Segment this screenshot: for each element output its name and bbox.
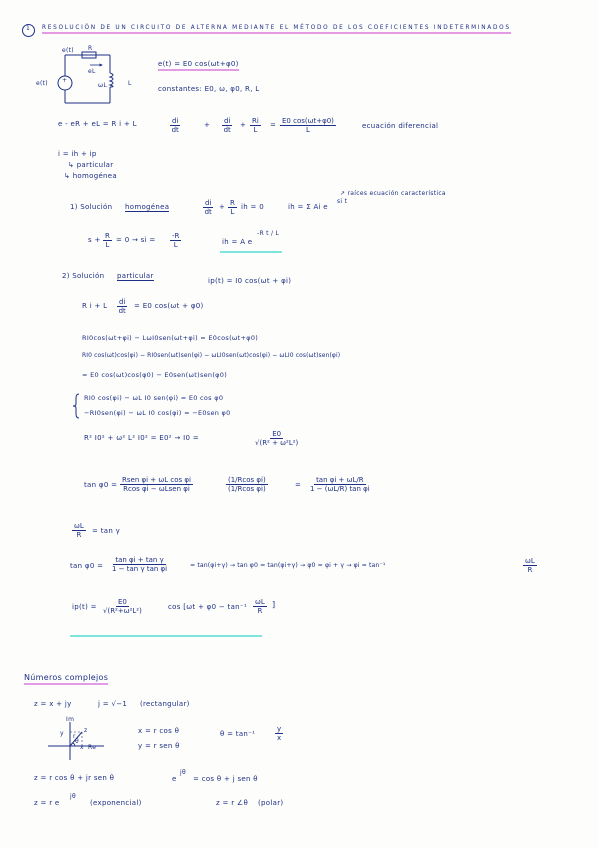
tan-result: $\frac{\text{tan φi + ωL/R}}{\text{1 − (ωL/R) tan φi}}$ bbox=[310, 476, 370, 493]
part-word: particular bbox=[117, 272, 154, 280]
homog-eq-f2: $\frac{R}{L}$ bbox=[230, 199, 235, 216]
complex-heading: Números complejos bbox=[24, 673, 108, 685]
homog-solution-exp: -R t / L bbox=[257, 230, 280, 237]
magnitude-frac: $\frac{E0}{\text{√(R² + ω²L²)}}$ bbox=[255, 430, 299, 447]
part-eq-1-rest: = E0 cos(ωt + φ0) bbox=[134, 302, 204, 310]
homog-general: ih = Σ Ai e bbox=[288, 203, 328, 211]
tan2-lead: tan φ0 = bbox=[70, 562, 104, 570]
part-eq-1: R i + L bbox=[82, 302, 108, 310]
homog-label: 1) Solución bbox=[70, 203, 113, 211]
source-definition: e(t) = E0 cos(ωt+φ0) bbox=[158, 60, 239, 71]
part-eq-3: RI0 cos(ωt)cos(φi) − RI0sen(ωt)sen(φi) − ωLI0sen(ωt)cos(φi) − ωLI0 cos(ωt)sen(φi) bbox=[82, 352, 341, 359]
diffeq-plus: + bbox=[204, 121, 211, 129]
circuit-inductor-label: L bbox=[128, 80, 132, 87]
gamma-frac: $\frac{\omega L}{R}$ bbox=[74, 522, 84, 539]
tan-equals: = bbox=[295, 481, 302, 489]
part-eq-1-frac: $\frac{di}{dt}$ bbox=[118, 298, 126, 315]
ip-final-highlight bbox=[70, 635, 262, 637]
particular-branch: ↳ particular bbox=[68, 161, 114, 169]
axis-theta: θ bbox=[75, 738, 79, 745]
euler-formula: e bbox=[172, 775, 177, 783]
tan2-chain: = tan(φi+γ) → tan φ0 = tan(φi+γ) → φ0 = φi + γ → φi = tan⁻¹ bbox=[190, 562, 386, 569]
y-relation: y = r sen θ bbox=[138, 742, 180, 750]
exponential-note: (exponencial) bbox=[90, 799, 142, 807]
complex-rect: z = x + jy bbox=[34, 700, 72, 708]
axis-x: x bbox=[80, 744, 84, 751]
diffeq-fraction-3: $\frac{E0 \cos(\omega t+\varphi 0)}{L}$ bbox=[282, 117, 334, 134]
ip-final-phase-frac: $\frac{\omega L}{R}$ bbox=[255, 598, 265, 615]
char-eq-rest: = 0 → si = bbox=[116, 236, 156, 244]
rectangular-note: (rectangular) bbox=[140, 700, 190, 708]
ip-final-amplitude: $\frac{E0}{\text{√(R²+ω²L²)}}$ bbox=[103, 598, 142, 615]
euler-rest: = cos θ + j sen θ bbox=[193, 775, 258, 783]
homog-eq-f1: $\frac{di}{dt}$ bbox=[204, 199, 212, 216]
tan2-phase-frac: $\frac{\omega L}{R}$ bbox=[525, 557, 535, 574]
system-brace bbox=[72, 393, 82, 419]
kvl-equation: e - eR + eL = R i + L bbox=[58, 120, 137, 128]
diffeq-equals: = bbox=[270, 121, 277, 129]
homog-eq-rest: ih = 0 bbox=[241, 203, 264, 211]
tan-multiplier: $\frac{\text{(1/Rcos φi)}}{\text{(1/Rcos φi)}}$ bbox=[228, 476, 266, 493]
circuit-source-label: e(t) bbox=[36, 80, 48, 87]
homog-highlight bbox=[220, 251, 282, 253]
char-eq: s + bbox=[88, 236, 101, 244]
theta-frac: $\frac{y}{x}$ bbox=[277, 725, 282, 742]
ip-final-close: ] bbox=[272, 600, 276, 609]
magnitude-eq: R² I0² + ω² L² I0² = E0² → I0 = bbox=[84, 434, 199, 442]
ip-final-lead: ip(t) = bbox=[72, 603, 97, 611]
section-number: 1 bbox=[26, 25, 31, 32]
circuit-resistor-label: R bbox=[88, 45, 93, 52]
axis-r: r bbox=[73, 733, 76, 740]
polar-note: (polar) bbox=[258, 799, 284, 807]
polar-form: z = r ∠θ bbox=[216, 799, 249, 807]
theta-relation: θ = tan⁻¹ bbox=[220, 730, 256, 738]
system-eq-1: RI0 cos(φi) − ωL I0 sen(φi) = E0 cos φ0 bbox=[84, 394, 224, 402]
axis-y: y bbox=[60, 730, 64, 737]
circuit-top-label: e(t) bbox=[62, 47, 74, 54]
char-root: $\frac{-R}{L}$ bbox=[172, 232, 180, 249]
system-eq-2: −RI0sen(φi) − ωL I0 cos(φi) = −E0sen φ0 bbox=[84, 409, 231, 417]
tan2-frac: $\frac{\text{tan φi + tan γ}}{\text{1 − tan γ tan φi}}$ bbox=[112, 556, 168, 573]
homog-word: homogénea bbox=[125, 203, 170, 211]
tan-frac: Rsen φi + ωL cos φi Rcos φi − ωLsen φi bbox=[122, 476, 191, 493]
diffeq-plus-2: + bbox=[240, 121, 247, 129]
homog-solution: ih = A e bbox=[222, 238, 253, 246]
trig-form: z = r cos θ + jr sen θ bbox=[34, 774, 115, 782]
tan-lead: tan φ0 = bbox=[84, 481, 118, 489]
particular-def: ip(t) = I0 cos(ωt + φi) bbox=[208, 277, 292, 285]
char-eq-note: ↗ raíces ecuación característica bbox=[340, 190, 446, 197]
part-label: 2) Solución bbox=[62, 272, 105, 280]
diffeq-fraction-1: $\frac{di}{dt}$ bbox=[223, 117, 231, 134]
euler-exponent: jθ bbox=[180, 769, 186, 776]
solution-split: i = ih + ip bbox=[58, 150, 97, 158]
homog-eq-plus: + bbox=[219, 203, 226, 211]
constants-line: constantes: E0, ω, φ0, R, L bbox=[158, 85, 260, 93]
circuit-current-label: ωL bbox=[98, 82, 107, 89]
axis-re: Re bbox=[88, 744, 97, 751]
exponential-form: z = r e bbox=[34, 799, 60, 807]
circuit-vl-label: eL bbox=[88, 68, 96, 75]
axis-im: Im bbox=[66, 716, 75, 723]
exponential-exponent: jθ bbox=[70, 793, 76, 800]
homogeneous-branch: ↳ homogénea bbox=[64, 172, 117, 180]
x-relation: x = r cos θ bbox=[138, 727, 180, 735]
homog-general-exp: si t bbox=[337, 198, 348, 205]
axis-z: z bbox=[84, 727, 88, 734]
kvl-fraction: $\frac{di}{dt}$ bbox=[171, 117, 179, 134]
imaginary-unit: j = √−1 bbox=[98, 700, 128, 708]
part-eq-4: = E0 cos(ωt)cos(φ0) − E0sen(ωt)sen(φ0) bbox=[82, 371, 228, 379]
gamma-def: = tan γ bbox=[92, 527, 121, 535]
page-title: RESOLUCIÓN DE UN CIRCUITO DE ALTERNA MEDIANTE EL MÉTODO DE LOS COEFICIENTES INDETERMINADOS bbox=[42, 25, 511, 34]
circuit-source-sign: + bbox=[62, 77, 68, 84]
part-eq-2: RI0cos(ωt+φi) − LωI0sen(ωt+φi) = E0cos(ωt+φ0) bbox=[82, 334, 259, 342]
char-eq-frac: $\frac{R}{L}$ bbox=[105, 232, 110, 249]
ip-final-phase: cos [ωt + φ0 − tan⁻¹ bbox=[168, 603, 248, 611]
diffeq-label: ecuación diferencial bbox=[362, 122, 439, 130]
diffeq-fraction-2: $\frac{Ri}{L}$ bbox=[252, 117, 259, 134]
